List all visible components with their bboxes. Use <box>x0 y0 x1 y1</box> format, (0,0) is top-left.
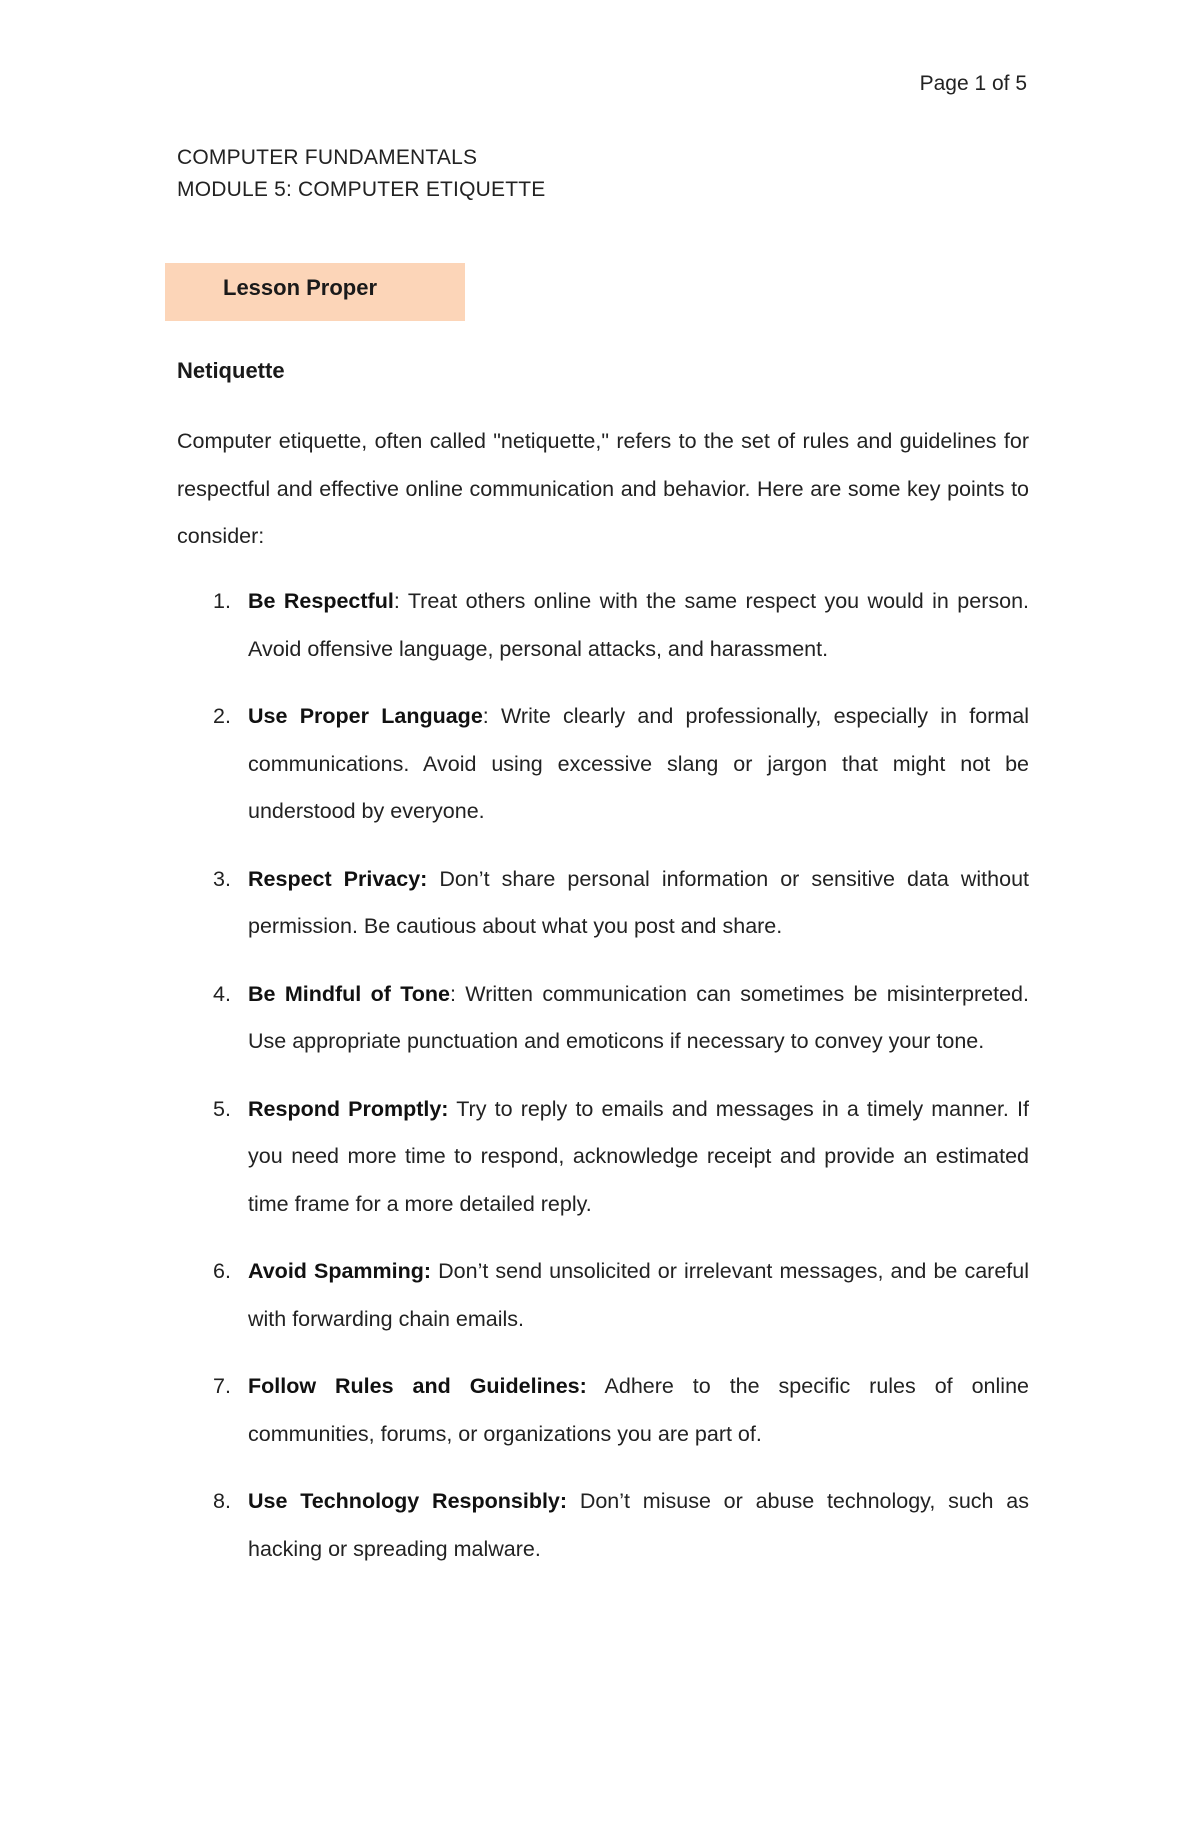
list-item-term: Respect Privacy: <box>248 866 428 891</box>
list-item-number: 3. <box>213 866 231 891</box>
list-item-number: 6. <box>213 1259 231 1283</box>
list-item-term: Be Respectful <box>248 589 394 613</box>
list-item-text: Try to reply to emails and messages in a timely manner. If you need more time to respond, acknowledge receipt and provide an estimated time frame for a more detailed reply. <box>248 1096 1029 1216</box>
list-item <box>177 578 1029 673</box>
list-item <box>177 856 1029 951</box>
list-item-number: 8. <box>213 1489 231 1513</box>
intro-paragraph: Computer etiquette, often called "netiquette," refers to the set of rules and guidelines for respectful and effective online communication and behavior. Here are some key points to consider: <box>177 429 1029 548</box>
module-title: MODULE 5: COMPUTER ETIQUETTE <box>177 178 546 201</box>
list-item-text: Don’t share personal information or sensitive data without permission. Be cautious about what you post and share. <box>248 866 1029 938</box>
course-title: COMPUTER FUNDAMENTALS <box>177 146 478 169</box>
lesson-proper-banner <box>165 263 465 321</box>
list-item-text: Adhere to the specific rules of online communities, forums, or organizations you are part of. <box>248 1374 1029 1446</box>
list-item-text: Treat others online with the same respect you would in person. Avoid offensive language, personal attacks, and harassment. <box>248 589 1030 661</box>
list-item-separator: : <box>449 981 456 1006</box>
list-item-separator: : <box>482 704 489 728</box>
list-item <box>177 971 1029 1066</box>
netiquette-list <box>177 578 1029 1593</box>
list-item-term: Use Proper Language <box>248 704 483 728</box>
list-item-separator: : <box>393 589 400 613</box>
list-item-term: Follow Rules and Guidelines: <box>248 1374 587 1398</box>
list-item-number: 4. <box>213 981 231 1006</box>
list-item <box>177 1248 1029 1343</box>
list-item-number: 5. <box>213 1096 231 1121</box>
lesson-proper-label: Lesson Proper <box>223 275 378 300</box>
list-item-text: Write clearly and professionally, especially in formal communications. Avoid using excessive slang or jargon that might not be understood by everyone. <box>248 704 1029 823</box>
list-item <box>177 1478 1029 1573</box>
list-item <box>177 1363 1029 1458</box>
list-item-term: Be Mindful of Tone <box>248 981 450 1006</box>
list-item-term: Respond Promptly: <box>248 1096 449 1121</box>
section-heading: Netiquette <box>177 358 285 383</box>
page-number: Page 1 of 5 <box>919 72 1027 95</box>
list-item-number: 2. <box>213 704 231 728</box>
course-header <box>177 142 545 206</box>
list-item-number: 1. <box>213 589 231 613</box>
list-item <box>177 693 1029 836</box>
list-item-number: 7. <box>213 1374 231 1398</box>
list-item-text: Don’t misuse or abuse technology, such as hacking or spreading malware. <box>248 1489 1029 1561</box>
list-item-term: Avoid Spamming: <box>248 1259 432 1283</box>
list-item-text: Don’t send unsolicited or irrelevant messages, and be careful with forwarding chain emails. <box>248 1259 1029 1331</box>
list-item-term: Use Technology Responsibly: <box>248 1489 568 1513</box>
list-item-text: Written communication can sometimes be misinterpreted. Use appropriate punctuation and emoticons if necessary to convey your tone. <box>248 981 1029 1053</box>
list-item <box>177 1086 1029 1229</box>
